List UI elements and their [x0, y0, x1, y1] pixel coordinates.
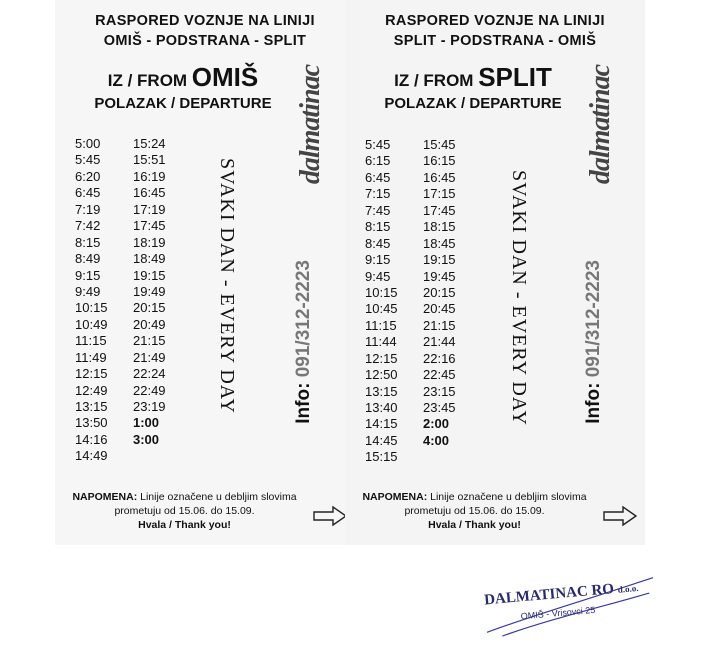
departure-time: 6:20 — [75, 168, 101, 184]
timetable-split-omis — [345, 0, 645, 545]
info-phone — [583, 260, 605, 424]
departure-time: 5:45 — [365, 137, 391, 152]
departure-time: 13:15 — [365, 383, 398, 399]
departure-time: 19:49 — [133, 283, 166, 299]
departure-time: 7:15 — [365, 186, 391, 202]
departure-time: 16:45 — [133, 185, 166, 201]
departure-time: 6:15 — [365, 153, 391, 169]
departure-time: 4:00 — [423, 432, 450, 448]
from-heading — [363, 62, 583, 93]
info-number: 091/312-2223 — [293, 260, 314, 378]
times-column-1 — [365, 137, 398, 466]
dalmatinac-logo: dalmatinac — [295, 65, 326, 185]
departure-time: 7:19 — [75, 201, 101, 217]
departure-time: 19:45 — [423, 268, 456, 284]
departure-time: 12:15 — [75, 366, 108, 382]
departure-time: 3:00 — [133, 431, 160, 447]
departure-time: 22:16 — [423, 350, 456, 366]
departure-time: 2:00 — [423, 416, 450, 432]
info-phone — [293, 260, 315, 424]
departure-time: 15:24 — [133, 136, 166, 151]
info-label: Info: — [583, 377, 604, 424]
departure-time: 20:45 — [423, 301, 456, 317]
route-title-line2: SPLIT - PODSTRANA - OMIŠ — [393, 33, 597, 49]
departure-time: 5:45 — [75, 152, 101, 168]
departure-time: 10:49 — [75, 316, 108, 332]
arrow-right-icon — [603, 505, 637, 527]
departure-time: 6:45 — [365, 169, 391, 185]
route-title-line1: RASPORED VOZNJE NA LINIJI — [95, 13, 315, 29]
departure-heading: POLAZAK / DEPARTURE — [384, 95, 562, 112]
note — [67, 490, 302, 532]
departure-time: 19:15 — [133, 267, 166, 283]
departure-time: 21:49 — [133, 349, 166, 365]
times-column-2 — [133, 136, 166, 448]
departure-time: 20:15 — [423, 284, 456, 300]
departure-time: 11:49 — [75, 349, 107, 365]
departure-time: 15:51 — [133, 152, 166, 168]
thanks-text: Hvala / Thank you! — [428, 519, 521, 531]
departure-time: 22:24 — [133, 366, 166, 382]
departure-time: 23:45 — [423, 400, 456, 415]
route-title-line1: RASPORED VOZNJE NA LINIJI — [385, 13, 605, 29]
note-text: Linije označene u debljim slovima prometuju od 15.06. do 15.09. — [114, 491, 297, 517]
departure-time: 21:44 — [423, 334, 456, 350]
every-day-label: SVAKI DAN - EVERY DAY — [508, 170, 530, 426]
times-column-1 — [75, 136, 108, 465]
departure-time: 7:42 — [75, 218, 101, 234]
departure-time: 10:15 — [75, 300, 108, 316]
departure-time: 18:45 — [423, 235, 456, 251]
departure-time: 9:49 — [75, 283, 101, 299]
from-prefix: IZ / FROM — [107, 71, 192, 90]
departure-time: 16:45 — [423, 169, 456, 185]
info-label: Info: — [293, 377, 314, 424]
note-label: NAPOMENA: — [362, 491, 428, 503]
departure-time: 14:49 — [75, 448, 108, 464]
departure-time: 11:44 — [365, 334, 397, 350]
departure-time: 15:45 — [423, 137, 456, 152]
departure-time: 14:15 — [365, 416, 398, 432]
departure-time: 22:45 — [423, 367, 456, 383]
departure-time: 20:15 — [133, 300, 166, 316]
every-day-label: SVAKI DAN - EVERY DAY — [216, 158, 238, 414]
departure-time: 7:45 — [365, 202, 391, 218]
departure-time: 17:19 — [133, 201, 166, 217]
note-text: Linije označene u debljim slovima prometuju od 15.06. do 15.09. — [404, 491, 587, 517]
departure-time: 10:45 — [365, 301, 398, 317]
info-number: 091/312-2223 — [583, 260, 604, 378]
dalmatinac-logo: dalmatinac — [585, 65, 616, 185]
departure-time: 13:40 — [365, 400, 398, 415]
times-column-2 — [423, 137, 456, 449]
departure-time: 1:00 — [133, 415, 160, 431]
departure-time: 16:19 — [133, 168, 166, 184]
departure-time: 12:49 — [75, 382, 108, 398]
from-prefix: IZ / FROM — [394, 71, 479, 90]
departure-time: 21:15 — [133, 333, 166, 349]
departure-time: 8:45 — [365, 235, 391, 251]
departure-time: 22:49 — [133, 382, 166, 398]
stamp-name: DALMATINAC RO — [483, 581, 615, 609]
departure-time: 23:19 — [133, 399, 166, 414]
departure-time: 9:45 — [365, 268, 391, 284]
timetable-omis-split — [55, 0, 355, 545]
departure-time: 17:15 — [423, 186, 456, 202]
departure-time: 19:15 — [423, 252, 456, 268]
company-stamp — [478, 567, 663, 642]
departure-time: 8:49 — [75, 251, 101, 267]
departure-time: 18:19 — [133, 234, 166, 250]
departure-time: 8:15 — [365, 219, 391, 235]
stamp-suffix: d.o.o. — [617, 582, 639, 595]
departure-time: 18:49 — [133, 251, 166, 267]
departure-time: 12:15 — [365, 350, 398, 366]
departure-time: 14:16 — [75, 431, 108, 447]
from-city: OMIŠ — [191, 62, 259, 92]
departure-time: 15:15 — [365, 449, 398, 465]
departure-time: 6:45 — [75, 185, 101, 201]
route-title-line2: OMIŠ - PODSTRANA - SPLIT — [103, 33, 307, 49]
departure-time: 9:15 — [365, 252, 391, 268]
departure-time: 11:15 — [75, 333, 107, 349]
departure-time: 18:15 — [423, 219, 456, 235]
note — [357, 490, 592, 532]
departure-time: 21:15 — [423, 317, 456, 333]
stamp-address: OMIŠ - Vrisovci 25 — [520, 604, 596, 622]
departure-time: 5:00 — [75, 136, 101, 151]
from-heading — [73, 62, 293, 93]
departure-time: 12:50 — [365, 367, 398, 383]
from-city: SPLIT — [478, 62, 552, 92]
departure-time: 14:45 — [365, 432, 398, 448]
note-label: NAPOMENA: — [72, 491, 138, 503]
departure-time: 8:15 — [75, 234, 101, 250]
departure-time: 17:45 — [423, 202, 456, 218]
departure-time: 13:15 — [75, 399, 108, 414]
departure-time: 17:45 — [133, 218, 166, 234]
departure-time: 10:15 — [365, 284, 398, 300]
thanks-text: Hvala / Thank you! — [138, 519, 231, 531]
departure-heading: POLAZAK / DEPARTURE — [94, 95, 272, 112]
arrow-right-icon — [313, 505, 347, 527]
departure-time: 13:50 — [75, 415, 108, 431]
departure-time: 20:49 — [133, 316, 166, 332]
departure-time: 16:15 — [423, 153, 456, 169]
departure-time: 11:15 — [365, 317, 397, 333]
departure-time: 9:15 — [75, 267, 101, 283]
departure-time: 23:15 — [423, 383, 456, 399]
